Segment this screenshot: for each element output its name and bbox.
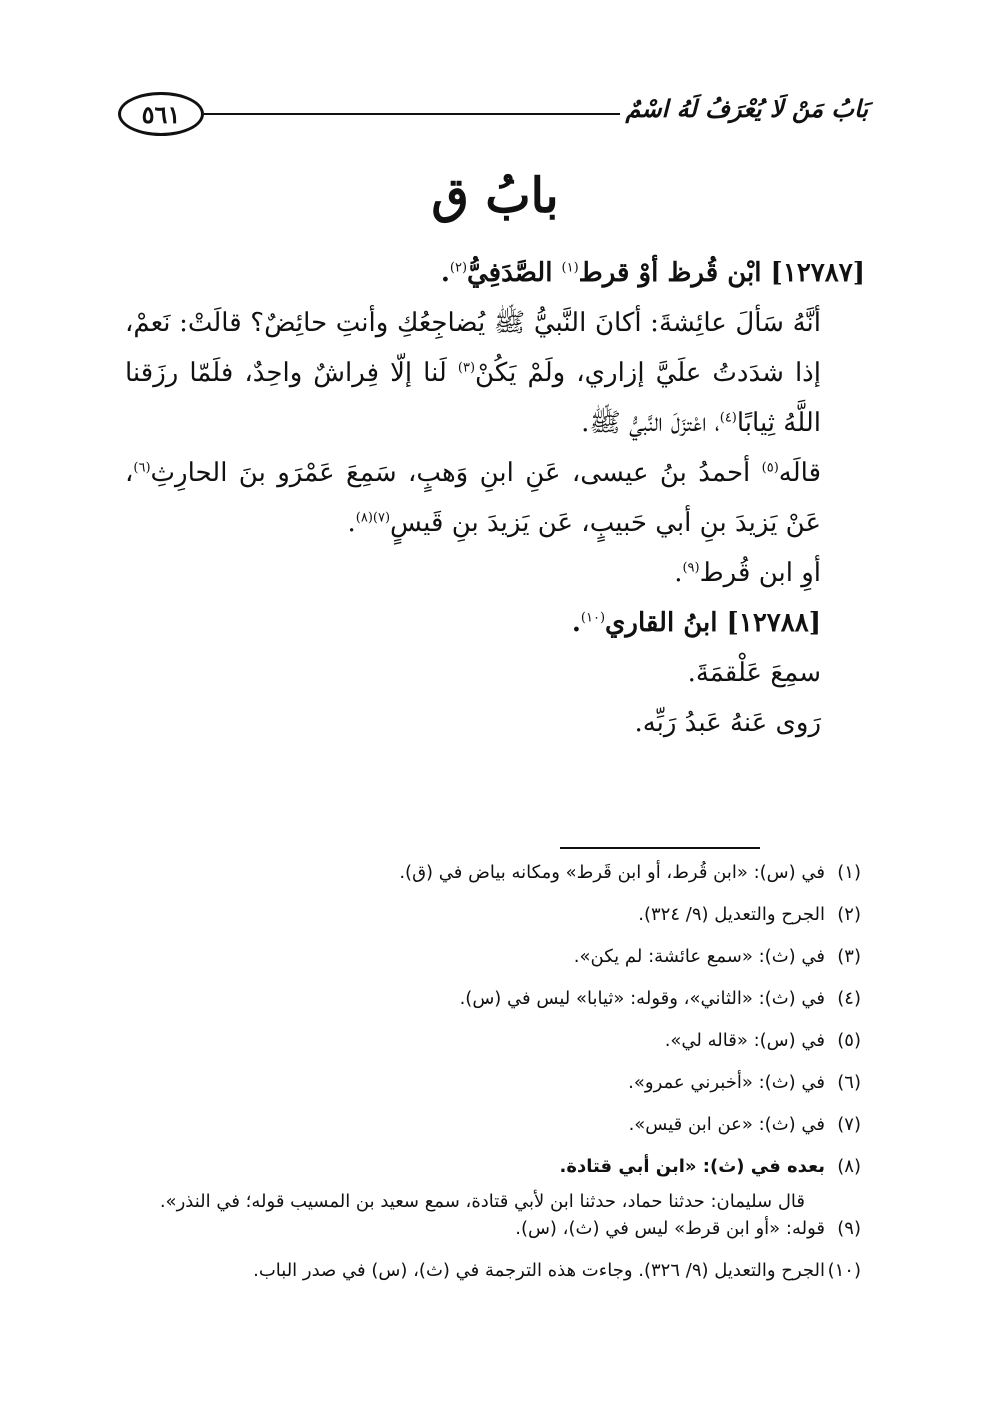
footnote-text: في (س): «قاله لي». — [664, 1030, 825, 1051]
footnote — [125, 1156, 865, 1218]
entry-name: ابنُ القاري — [605, 608, 718, 638]
footnote-separator — [560, 847, 760, 849]
footnote-ref: (١) — [561, 260, 579, 276]
footnote-number: (٢) — [837, 904, 861, 925]
paragraph: رَوى عَنهُ عَبدُ رَبِّه. — [634, 708, 821, 738]
text-run: . — [674, 558, 683, 588]
text-run: . — [347, 508, 356, 538]
running-header — [118, 92, 868, 142]
text-run: ، عَنْ يَزيدَ بنِ أبي حَبيبٍ، عَن يَزيدَ بنِ قَيسٍ — [125, 458, 821, 538]
footnote — [125, 1072, 865, 1114]
footnote — [125, 1260, 865, 1302]
entry-heading — [125, 248, 865, 298]
footnote-number: (٥) — [837, 1030, 861, 1051]
entry-number: [١٢٧٨٨] — [726, 608, 821, 638]
footnote-number: (٣) — [837, 946, 861, 967]
footnote-ref: (٥) — [761, 460, 779, 476]
footnote — [125, 946, 865, 988]
footnote — [125, 1218, 865, 1260]
footnote-number: (٩) — [837, 1218, 861, 1239]
footnote — [125, 1114, 865, 1156]
footnotes — [125, 862, 865, 1302]
punctuation: . — [571, 608, 581, 638]
paragraph — [125, 298, 865, 448]
footnote-text: في (ث): «الثاني»، وقوله: «ثيابا» ليس في (س). — [459, 988, 825, 1009]
header-rule — [204, 113, 620, 115]
footnote-text: بعده في (ث): «ابن أبي قتادة. — [559, 1156, 825, 1177]
footnote-number: (١) — [837, 862, 861, 883]
footnote-ref: (٦) — [133, 460, 151, 476]
paragraph — [125, 548, 865, 598]
footnote-ref: (٤) — [719, 410, 737, 426]
text-run: أنَّهُ سَألَ عائِشةَ: أكانَ النَّبيُّ ﷺ يُضاجِعُكِ وأنتِ حائِضٌ؟ قالَتْ: نَعمْ، إذا شدَدتُ علَيَّ إزاري، ولَمْ يَكُنْ — [125, 308, 821, 388]
text-run: لَنا إلّا فِراشٌ واحِدٌ، فلَمّا رزَقنا اللَّهُ ثِيابًا — [125, 358, 821, 438]
entry-heading — [125, 598, 865, 648]
footnote-text: الجرح والتعديل (٩/ ٣٢٤). — [638, 904, 825, 925]
footnote — [125, 904, 865, 946]
footnote-text: قوله: «أو ابن قرط» ليس في (ث)، (س). — [515, 1218, 825, 1239]
footnote-ref: (٢) — [449, 260, 468, 276]
paragraph — [125, 448, 865, 548]
footnote-number: (٧) — [837, 1114, 861, 1135]
footnote-continuation: قال سليمان: حدثنا حماد، حدثنا ابن لأبي قتادة، سمع سعيد بن المسيب قوله؛ في النذر». — [159, 1191, 805, 1212]
text-run: أحمدُ بنُ عيسى، عَنِ ابنِ وَهبٍ، سَمِعَ عَمْرَو بنَ الحارِثِ — [150, 458, 762, 488]
chapter-title: بابُ ق — [431, 168, 559, 224]
footnote-ref: (٧)(٨) — [355, 510, 391, 526]
footnote-ref: (٩) — [682, 560, 700, 576]
footnote — [125, 988, 865, 1030]
footnote-number: (٤) — [837, 988, 861, 1009]
entry-name: ابْن قُرظ أوْ قرط — [578, 258, 762, 288]
footnote-number: (١٠) — [827, 1260, 861, 1281]
paragraph: سمِعَ عَلْقمَةَ. — [687, 658, 821, 688]
text-run: أوِ ابن قُرط — [699, 558, 821, 588]
running-title: بَابُ مَنْ لَا يُعْرَفُ لَهُ اسْمٌ — [625, 94, 868, 123]
footnote-ref: (١٠) — [580, 610, 606, 626]
footnote — [125, 1030, 865, 1072]
footnote-text: في (ث): «سمع عائشة: لم يكن». — [573, 946, 825, 967]
footnote-text: الجرح والتعديل (٩/ ٣٢٦). وجاءت هذه الترجمة في (ث)، (س) في صدر الباب. — [253, 1260, 825, 1281]
punctuation: . — [440, 258, 450, 288]
entry-number: [١٢٧٨٧] — [770, 258, 865, 288]
page-number: ٥٦١ — [118, 92, 204, 136]
footnote — [125, 862, 865, 904]
footnote-text: في (س): «ابن قُرط، أو ابن قَرط» ومكانه بياض في (ق). — [399, 862, 825, 883]
text-run: قالَه — [778, 458, 821, 488]
footnote-number: (٨) — [837, 1156, 861, 1177]
entry-nisba: الصَّدَفِيُّ — [467, 258, 562, 288]
footnote-text: في (ث): «عن ابن قيس». — [628, 1114, 825, 1135]
main-text — [125, 248, 865, 748]
footnote-text: في (ث): «أخبرني عمرو». — [628, 1072, 825, 1093]
footnote-ref: (٣) — [457, 360, 476, 376]
footnote-number: (٦) — [837, 1072, 861, 1093]
text-run: ، اعْتزَلَ النَّبيُّ ﷺ. — [581, 408, 720, 438]
